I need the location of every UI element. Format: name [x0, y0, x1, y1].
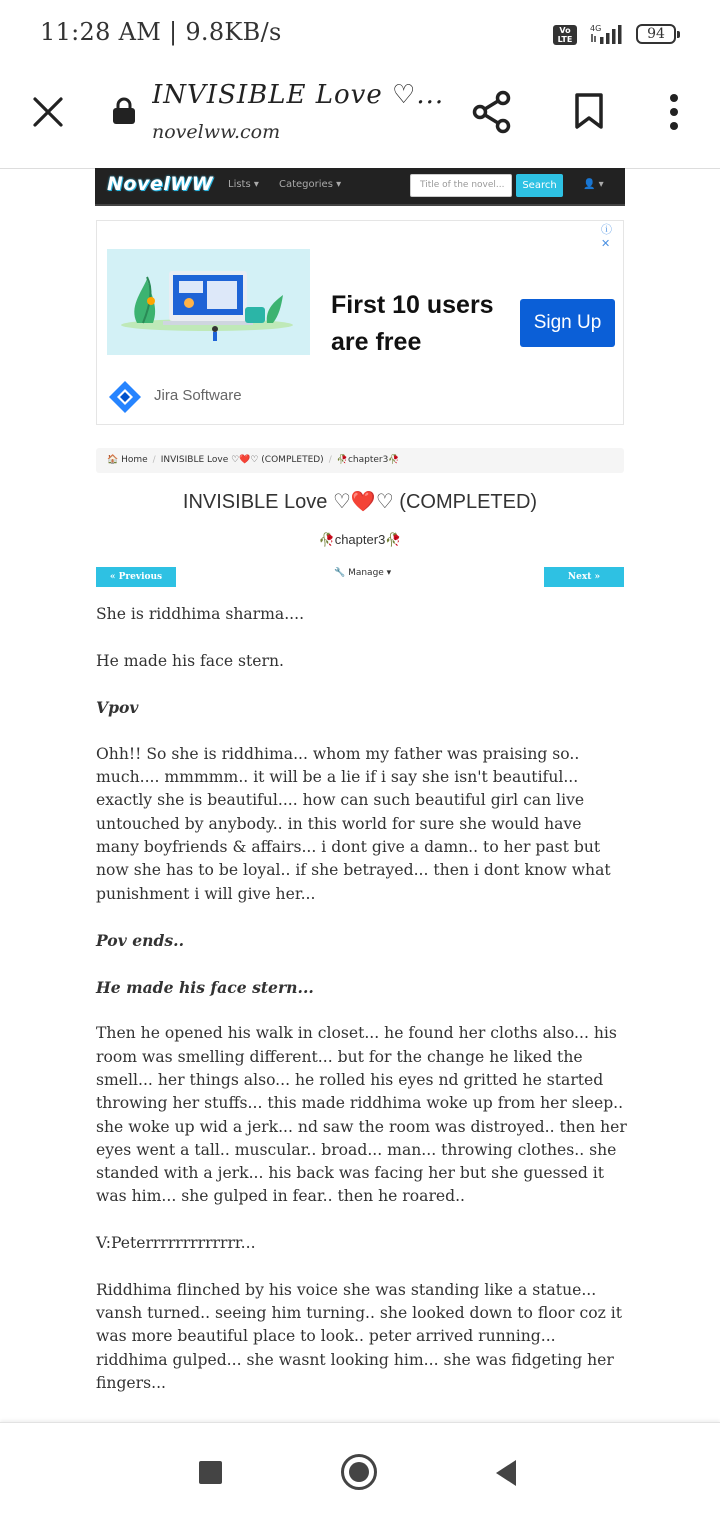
bookmark-icon[interactable] — [574, 92, 604, 130]
story-paragraph: Vpov — [96, 698, 139, 718]
status-time: 11:28 AM | 9.8KB/s — [40, 18, 282, 46]
svg-text:4G: 4G — [590, 24, 602, 33]
breadcrumb-home[interactable]: 🏠 Home — [107, 455, 148, 465]
battery-icon: 94 — [636, 24, 676, 44]
signal-icon — [585, 22, 627, 46]
chapter-content — [96, 603, 628, 1465]
recents-button[interactable] — [199, 1461, 222, 1484]
ad-illustration[interactable] — [107, 249, 310, 355]
lock-icon[interactable] — [112, 96, 136, 126]
breadcrumb: 🏠 Home / INVISIBLE Love ♡❤️♡ (COMPLETED) / 🥀chapter3🥀 — [96, 448, 624, 473]
search-button[interactable]: Search — [516, 174, 563, 197]
search-input[interactable]: Title of the novel... — [410, 174, 512, 197]
ad-brand-name[interactable]: Jira Software — [154, 387, 242, 404]
volte-icon: Vo LTE — [553, 25, 577, 45]
next-chapter-button[interactable]: Next » — [544, 567, 624, 587]
more-icon[interactable] — [664, 92, 684, 132]
ad-choices-icon[interactable]: ⓘ ✕ — [601, 223, 612, 250]
story-paragraph: Riddhima flinched by his voice she was standing like a statue... vansh turned.. seeing him turning.. she looked down to floor coz it was more beautiful place to look.. peter arrived running... riddhima gulped... she wasnt looking him... she was fidgeting her fingers... — [96, 1280, 623, 1392]
home-button[interactable] — [341, 1454, 377, 1490]
jira-logo-icon[interactable] — [109, 381, 141, 413]
story-paragraph: Then he opened his walk in closet... he found her cloths also... his room was smelling different... but for the change he liked the smell... her things also... he rolled his eyes nd gritted he started throwing her stuffs... this made riddhima woke up from her sleep.. she woke up wid a jerk... nd saw the room was distroyed.. then her eyes went a tall.. muscular.. broad... man... throwing clothes.. she standed with a jerk... his back was facing her but she guessed it was him... she gulped in fear.. then he roared.. — [96, 1024, 627, 1206]
user-menu[interactable]: 👤 ▾ — [583, 179, 604, 190]
share-icon[interactable] — [472, 90, 512, 134]
story-paragraph: He made his face stern... — [96, 977, 314, 997]
browser-url[interactable]: novelww.com — [152, 121, 281, 143]
status-bar — [0, 0, 720, 68]
manage-dropdown[interactable]: 🔧 Manage ▾ — [334, 568, 392, 578]
nav-categories[interactable]: Categories ▾ — [279, 179, 342, 190]
ad-signup-button[interactable]: Sign Up — [520, 299, 615, 347]
previous-chapter-button[interactable]: « Previous — [96, 567, 176, 587]
novel-title: INVISIBLE Love ♡❤️♡ (COMPLETED) — [182, 491, 538, 513]
breadcrumb-novel[interactable]: INVISIBLE Love ♡❤️♡ (COMPLETED) — [160, 455, 324, 465]
back-button[interactable] — [494, 1458, 518, 1488]
story-paragraph: V:Peterrrrrrrrrrrrr... — [96, 1234, 256, 1253]
ad-headline[interactable]: First 10 users are free — [331, 291, 494, 356]
browser-page-title[interactable]: INVISIBLE Love ♡... — [152, 80, 445, 110]
site-logo[interactable]: NovelWW — [107, 173, 214, 195]
close-icon[interactable] — [32, 96, 64, 128]
story-paragraph: Ohh!! So she is riddhima... whom my father was praising so.. much.... mmmmm.. it will be a lie if i say she isn't beautiful... exactly she is beautiful.... how can such beautiful girl can live untouched by anybody.. in this world for sure she would have many boyfriends & affairs... i dont give a damn.. to her past but now she has to be loyal.. if she betrayed... then i dont know what punishment i will give her... — [96, 744, 611, 903]
site-navbar — [95, 168, 625, 206]
ad-banner[interactable] — [96, 220, 624, 425]
story-paragraph: Pov ends.. — [96, 931, 184, 951]
nav-lists[interactable]: Lists ▾ — [228, 179, 259, 190]
story-paragraph: He made his face stern. — [96, 651, 284, 670]
chapter-title: 🥀chapter3🥀 — [318, 532, 402, 547]
story-paragraph: She is riddhima sharma.... — [96, 605, 305, 623]
breadcrumb-chapter: 🥀chapter3🥀 — [336, 455, 400, 465]
